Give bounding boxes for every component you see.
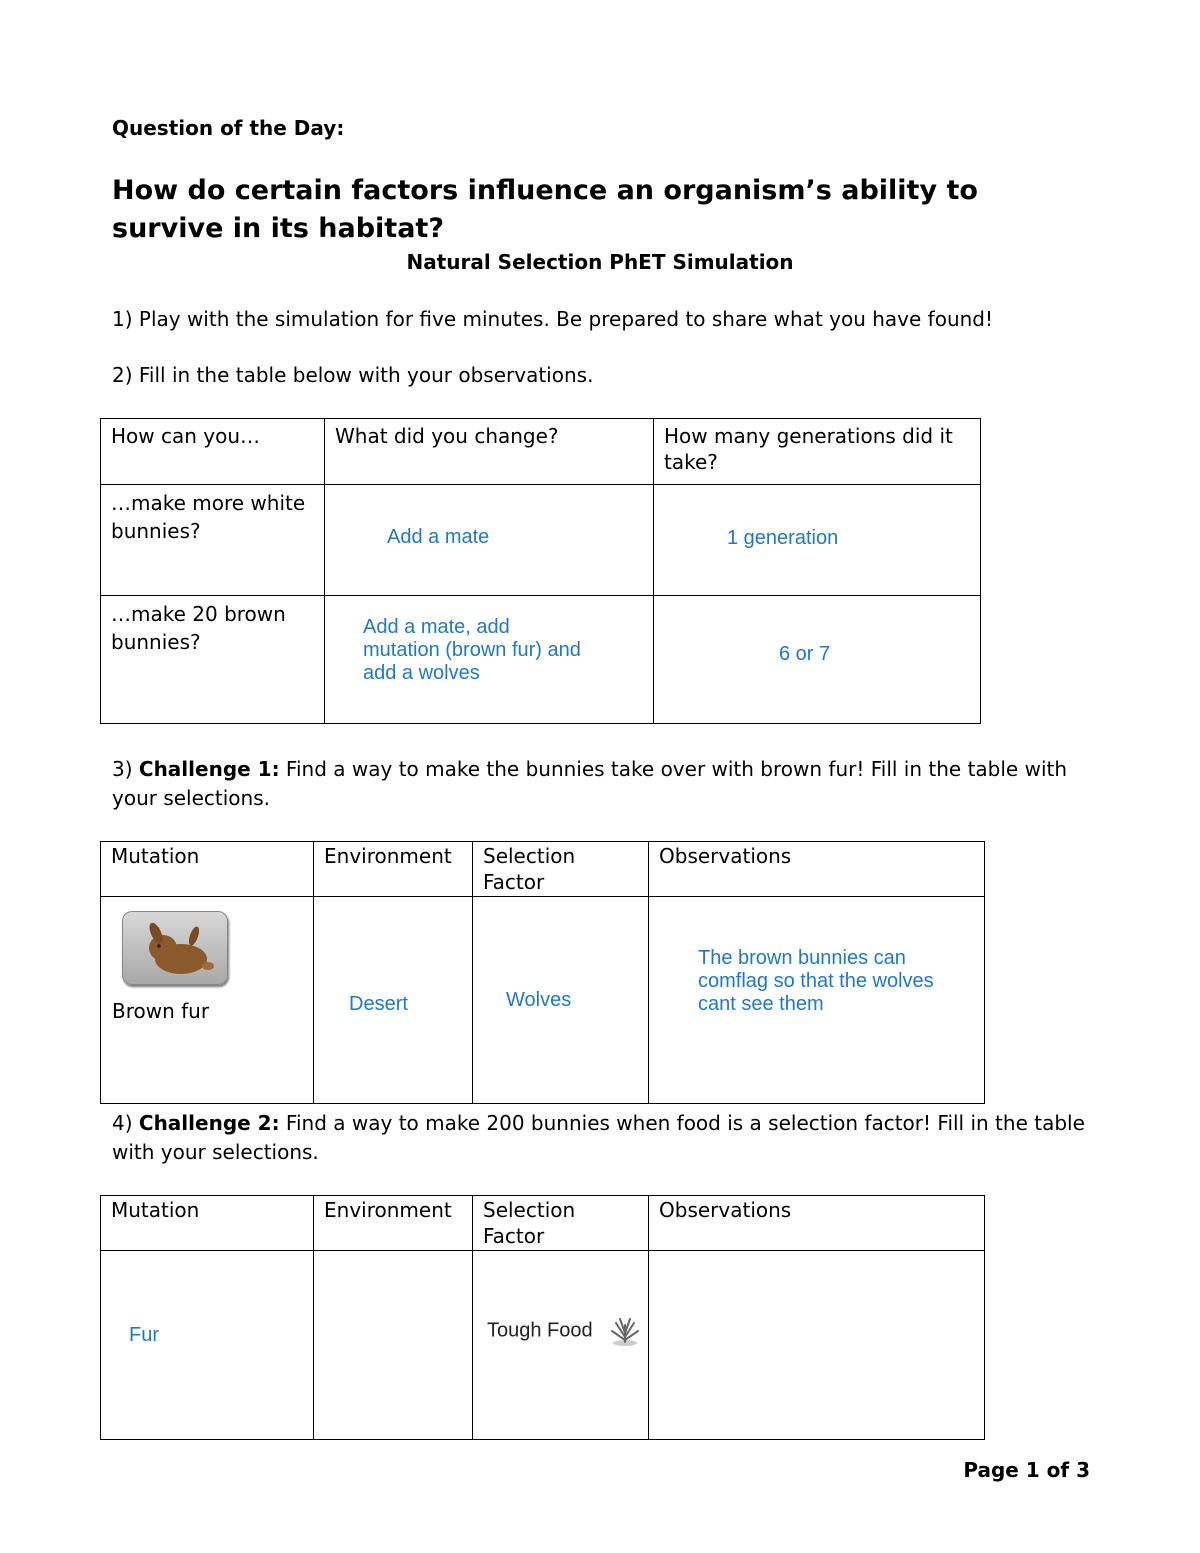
row-change-answer[interactable]: Add a mate, add mutation (brown fur) and add a wolves: [363, 616, 581, 684]
step-3-text: Find a way to make the bunnies take over with brown fur! Fill in the table with your selections.: [112, 757, 1068, 810]
challenge-1-label: Challenge 1:: [138, 757, 280, 781]
selection-factor-answer[interactable]: Tough Food: [487, 1319, 593, 1342]
header-mutation: Mutation: [111, 1198, 200, 1222]
mutation-answer[interactable]: Fur: [129, 1324, 159, 1346]
row-change-answer[interactable]: Add a mate: [387, 526, 490, 548]
header-observations: Observations: [659, 844, 792, 868]
header-selection-factor: Selection Factor: [483, 1198, 576, 1248]
table-row: [101, 596, 981, 724]
step-4-instruction: [112, 1109, 1092, 1167]
step-3-number: 3): [112, 757, 139, 781]
step-4-text: Find a way to make 200 bunnies when food is a selection factor! Fill in the table with your selections.: [112, 1111, 1085, 1164]
row-question: …make 20 brown bunnies?: [111, 602, 286, 654]
row-generations-answer[interactable]: 6 or 7: [779, 643, 831, 665]
header-what-changed: What did you change?: [335, 424, 559, 448]
header-observations: Observations: [659, 1198, 792, 1222]
challenge-2-label: Challenge 2:: [138, 1111, 280, 1135]
brown-bunny-icon: [123, 912, 227, 984]
header-how-can-you: How can you…: [111, 424, 261, 448]
challenge-1-table: [100, 841, 985, 1104]
row-generations-answer[interactable]: 1 generation: [727, 527, 839, 549]
observations-table: [100, 418, 981, 724]
table-row: [101, 1251, 985, 1440]
table-header-row: [101, 1196, 985, 1251]
challenge-2-table: [100, 1195, 985, 1440]
tough-food-plant-icon: [608, 1315, 642, 1347]
step-3-instruction: [112, 755, 1092, 813]
header-environment: Environment: [324, 844, 452, 868]
selection-factor-answer[interactable]: Wolves: [506, 989, 572, 1011]
mutation-label: Brown fur: [112, 999, 210, 1023]
table-row: [101, 485, 981, 596]
question-of-day-label: Question of the Day:: [112, 116, 345, 140]
table-row: [101, 897, 985, 1104]
row-question: …make more white bunnies?: [111, 491, 306, 543]
environment-answer[interactable]: Desert: [349, 993, 408, 1015]
header-generations: How many generations did it take?: [664, 424, 953, 474]
table-header-row: [101, 419, 981, 485]
page-number: Page 1 of 3: [963, 1458, 1090, 1482]
step-4-number: 4): [112, 1111, 139, 1135]
step-1-instruction: 1) Play with the simulation for five minutes. Be prepared to share what you have found!: [112, 307, 994, 331]
header-environment: Environment: [324, 1198, 452, 1222]
table-header-row: [101, 842, 985, 897]
selection-factor-cell: [487, 1315, 642, 1347]
brown-fur-mutation-button[interactable]: [122, 911, 228, 985]
question-text: How do certain factors influence an organism’s ability to survive in its habitat?: [112, 175, 978, 244]
header-selection-factor: Selection Factor: [483, 844, 576, 894]
step-2-instruction: 2) Fill in the table below with your observations.: [112, 363, 594, 387]
observations-answer[interactable]: The brown bunnies can comflag so that the wolves cant see them: [698, 947, 934, 1015]
header-mutation: Mutation: [111, 844, 200, 868]
worksheet-subtitle: Natural Selection PhET Simulation: [406, 250, 794, 274]
